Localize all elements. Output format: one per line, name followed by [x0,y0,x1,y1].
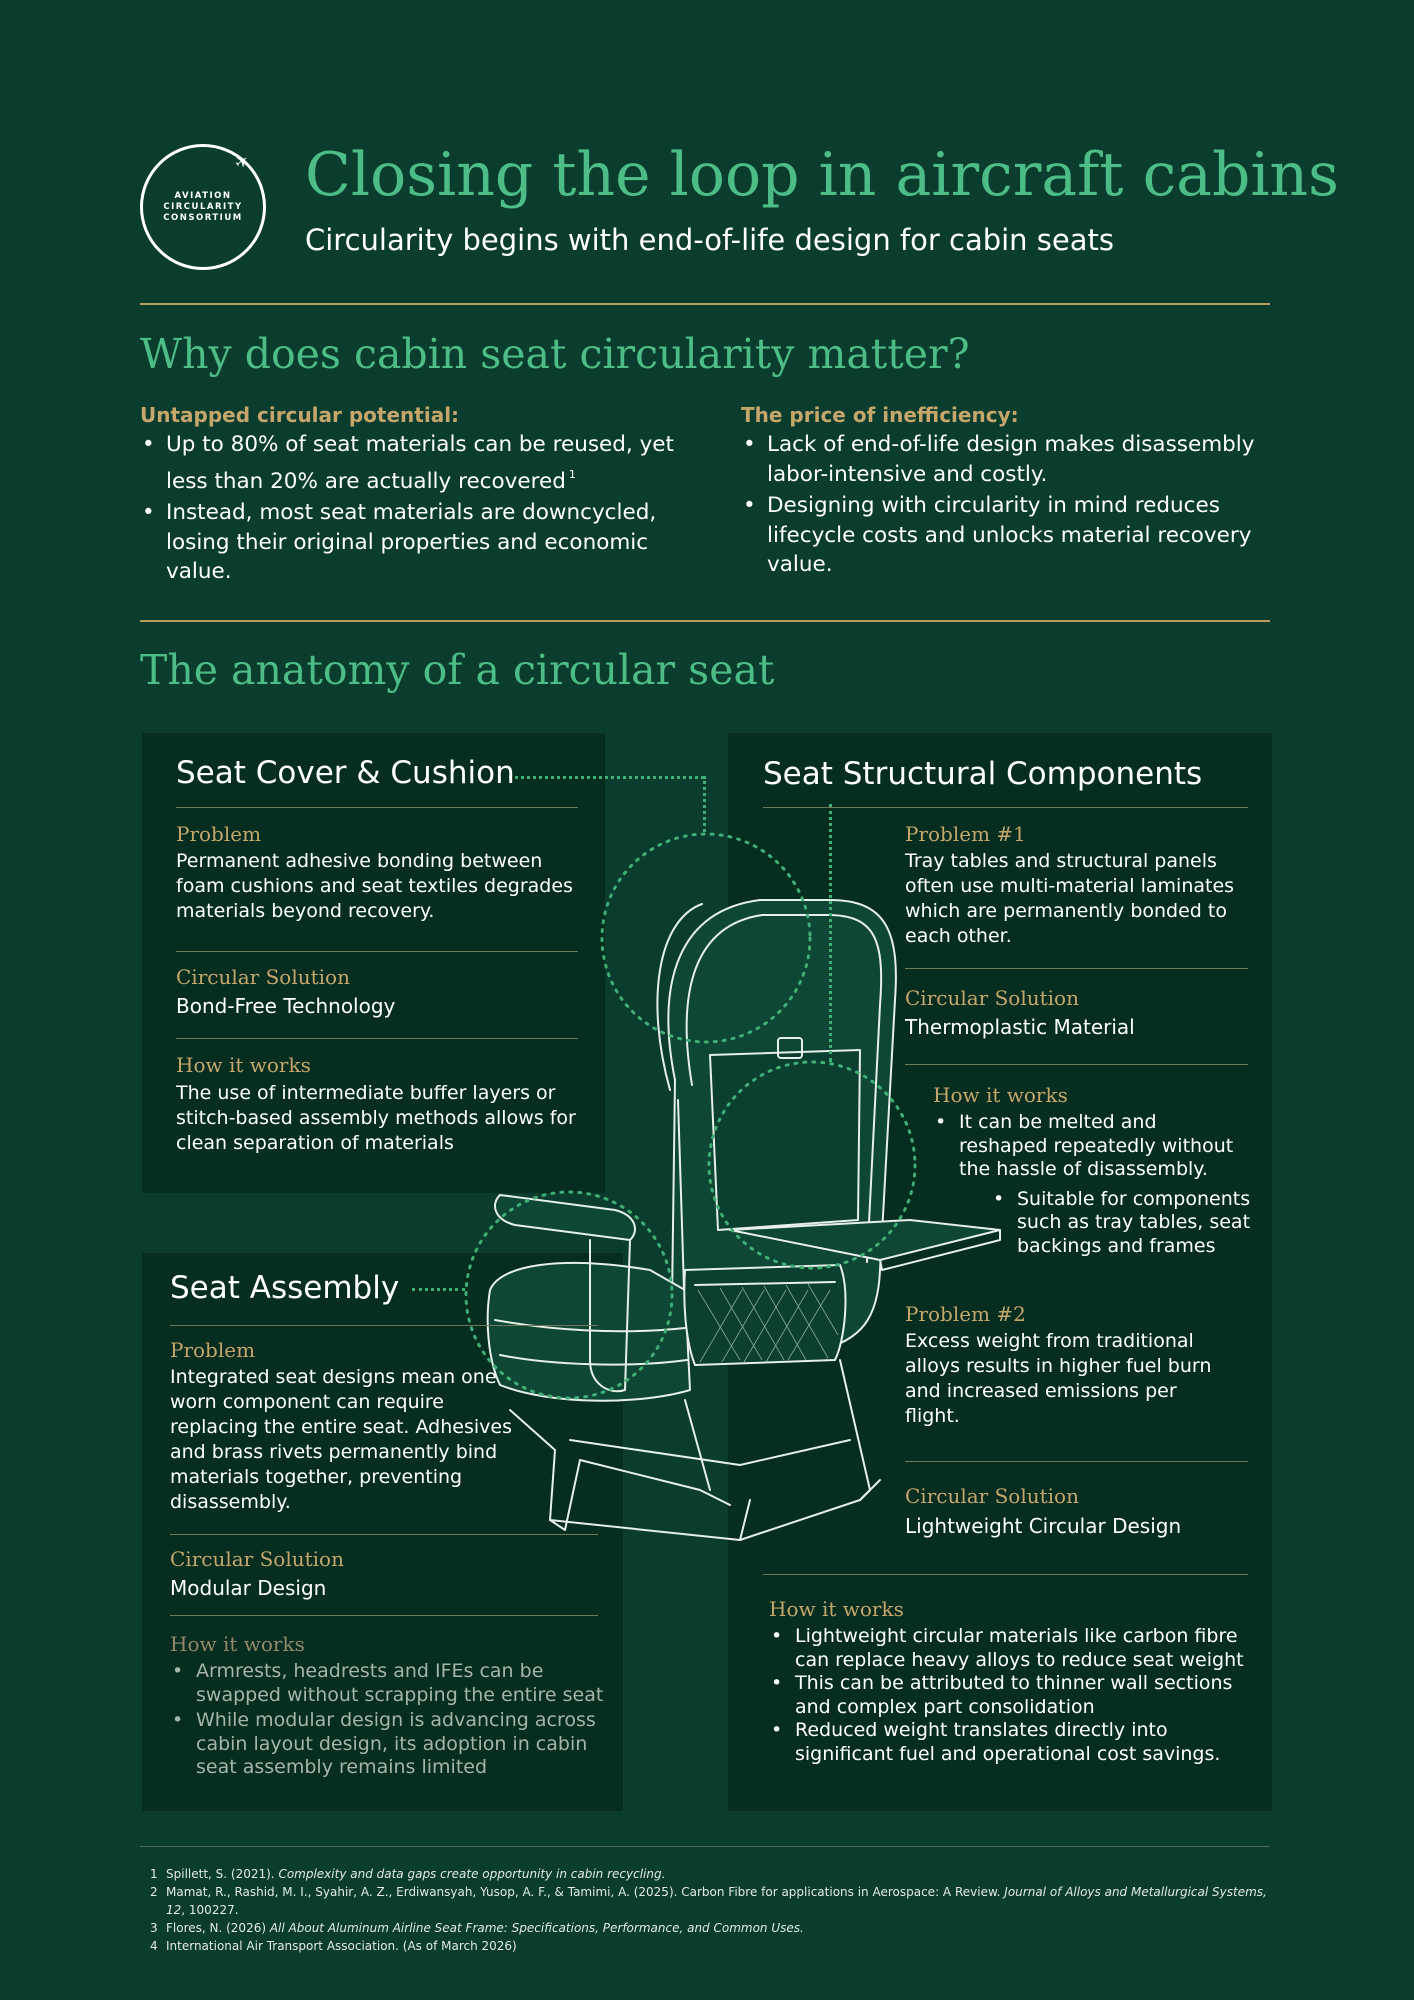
how-list [769,1625,1249,1766]
divider [763,1574,1248,1575]
divider [140,1846,1270,1847]
solution-text: Thermoplastic Material [905,1015,1135,1039]
logo-line-1: AVIATION [174,190,232,201]
list-item: • Instead, most seat materials are downcycled, losing their original properties and economic value. [140,498,680,587]
why-left-label: Untapped circular potential: [140,403,460,427]
how-text: The use of intermediate buffer layers or stitch-based assembly methods allows for clean separation of materials [176,1082,576,1154]
divider [176,807,578,808]
structural-problem-1 [905,822,1235,949]
seat-assembly-solution [170,1547,590,1600]
list-item: • This can be attributed to thinner wall sections and complex part consolidation [769,1672,1249,1719]
how-label: How it works [176,1053,311,1077]
divider [170,1534,598,1535]
solution-label: Circular Solution [905,1484,1079,1508]
solution-label: Circular Solution [170,1547,344,1571]
structural-how-2 [769,1597,1249,1766]
list-item: • Up to 80% of seat materials can be reused, yet less than 20% are actually recovered $^1$ [140,430,680,496]
why-left-column [140,403,680,589]
footnote-4: 4 International Air Transport Association. (As of March 2026) [150,1939,517,1953]
structural-problem-2 [905,1302,1235,1429]
divider [140,620,1270,622]
seat-assembly-problem [170,1338,530,1515]
divider [763,807,1248,808]
structural-solution-1 [905,986,1245,1039]
logo-line-3: CONSORTIUM [163,212,243,223]
divider [170,1615,598,1616]
problem-label: Problem #1 [905,822,1026,846]
problem-text: Excess weight from traditional alloys results in higher fuel burn and increased emissions per flight. [905,1330,1212,1427]
list-item: • Designing with circularity in mind reduces lifecycle costs and unlocks material recovery value. [741,491,1281,580]
callout-line-cover [703,776,706,832]
footnote-ref: 1 [568,467,576,481]
how-label: How it works [769,1597,904,1621]
divider [176,951,578,952]
why-heading: Why does cabin seat circularity matter? [140,330,970,378]
problem-text: Integrated seat designs mean one worn component can require replacing the entire seat. Adhesives and brass rivets permanently bind materials together, preventing disassembly. [170,1366,512,1513]
list-item: • Lack of end-of-life design makes disassembly labor-intensive and costly. [741,430,1281,489]
list-item: • It can be melted and reshaped repeatedly without the hassle of disassembly. [933,1111,1251,1182]
problem-text: Permanent adhesive bonding between foam cushions and seat textiles degrades materials beyond recovery. [176,850,573,922]
footnote-2: 2 Mamat, R., Rashid, M. I., Syahir, A. Z., Erdiwansyah, Yusop, A. F., & Tamimi, A. (2025). Carbon Fibre for applications in Aerospace: A Review. Journal of Alloys and Metallurgical Systems, 12, 100227. [150,1885,1267,1917]
why-left-list [140,430,680,587]
seat-assembly-title: Seat Assembly [170,1270,400,1306]
divider [905,968,1248,969]
why-right-column [741,403,1281,582]
divider [140,303,1270,305]
list-item: • Armrests, headrests and IFEs can be swapped without scrapping the entire seat [170,1660,610,1707]
anatomy-heading: The anatomy of a circular seat [140,646,775,694]
page-title: Closing the loop in aircraft cabins [305,140,1339,210]
footnote-1: 1 Spillett, S. (2021). Complexity and data gaps create opportunity in cabin recycling. [150,1867,666,1881]
callout-circle-headrest [598,830,814,1046]
divider [176,1038,578,1039]
seat-cover-solution [176,965,576,1018]
footnotes [150,1865,1275,1955]
how-list [170,1660,610,1780]
problem-label: Problem #2 [905,1302,1026,1326]
why-right-label: The price of inefficiency: [741,403,1019,427]
structural-how-1 [933,1083,1251,1260]
footnote-3: 3 Flores, N. (2026) All About Aluminum Airline Seat Frame: Specifications, Performance, and Common Uses. [150,1921,804,1935]
structural-solution-2 [905,1484,1245,1538]
list-item: • Lightweight circular materials like carbon fibre can replace heavy alloys to reduce seat weight [769,1625,1249,1672]
solution-label: Circular Solution [905,986,1079,1010]
problem-label: Problem [170,1338,256,1362]
seat-cover-problem [176,822,576,924]
seat-cover-title: Seat Cover & Cushion [176,755,515,791]
solution-text: Lightweight Circular Design [905,1514,1182,1538]
divider [170,1325,598,1326]
airplane-icon: ✈ [230,149,253,174]
seat-assembly-how [170,1632,610,1782]
page-subtitle: Circularity begins with end-of-life design for cabin seats [305,223,1114,257]
divider [905,1064,1248,1065]
how-label: How it works [170,1632,305,1656]
callout-line-cover [509,776,704,779]
why-right-list [741,430,1281,580]
list-item: • While modular design is advancing across cabin layout design, its adoption in cabin seat assembly remains limited [170,1709,610,1780]
divider [905,1461,1248,1462]
solution-text: Bond-Free Technology [176,994,396,1018]
list-item: • Reduced weight translates directly into significant fuel and operational cost savings. [769,1719,1249,1766]
structural-title: Seat Structural Components [763,756,1203,792]
seat-cover-how [176,1053,576,1156]
logo-line-2: CIRCULARITY [163,201,243,212]
how-label: How it works [933,1083,1068,1107]
callout-circle-tray [705,1058,920,1273]
solution-label: Circular Solution [176,965,350,989]
problem-text: Tray tables and structural panels often use multi-material laminates which are permanently bonded to each other. [905,850,1235,947]
list-item: • Suitable for components such as tray tables, seat backings and frames [991,1188,1251,1259]
how-list [933,1111,1251,1258]
callout-line-assembly [412,1288,465,1291]
problem-label: Problem [176,822,262,846]
callout-line-structural [829,804,832,1062]
solution-text: Modular Design [170,1576,327,1600]
